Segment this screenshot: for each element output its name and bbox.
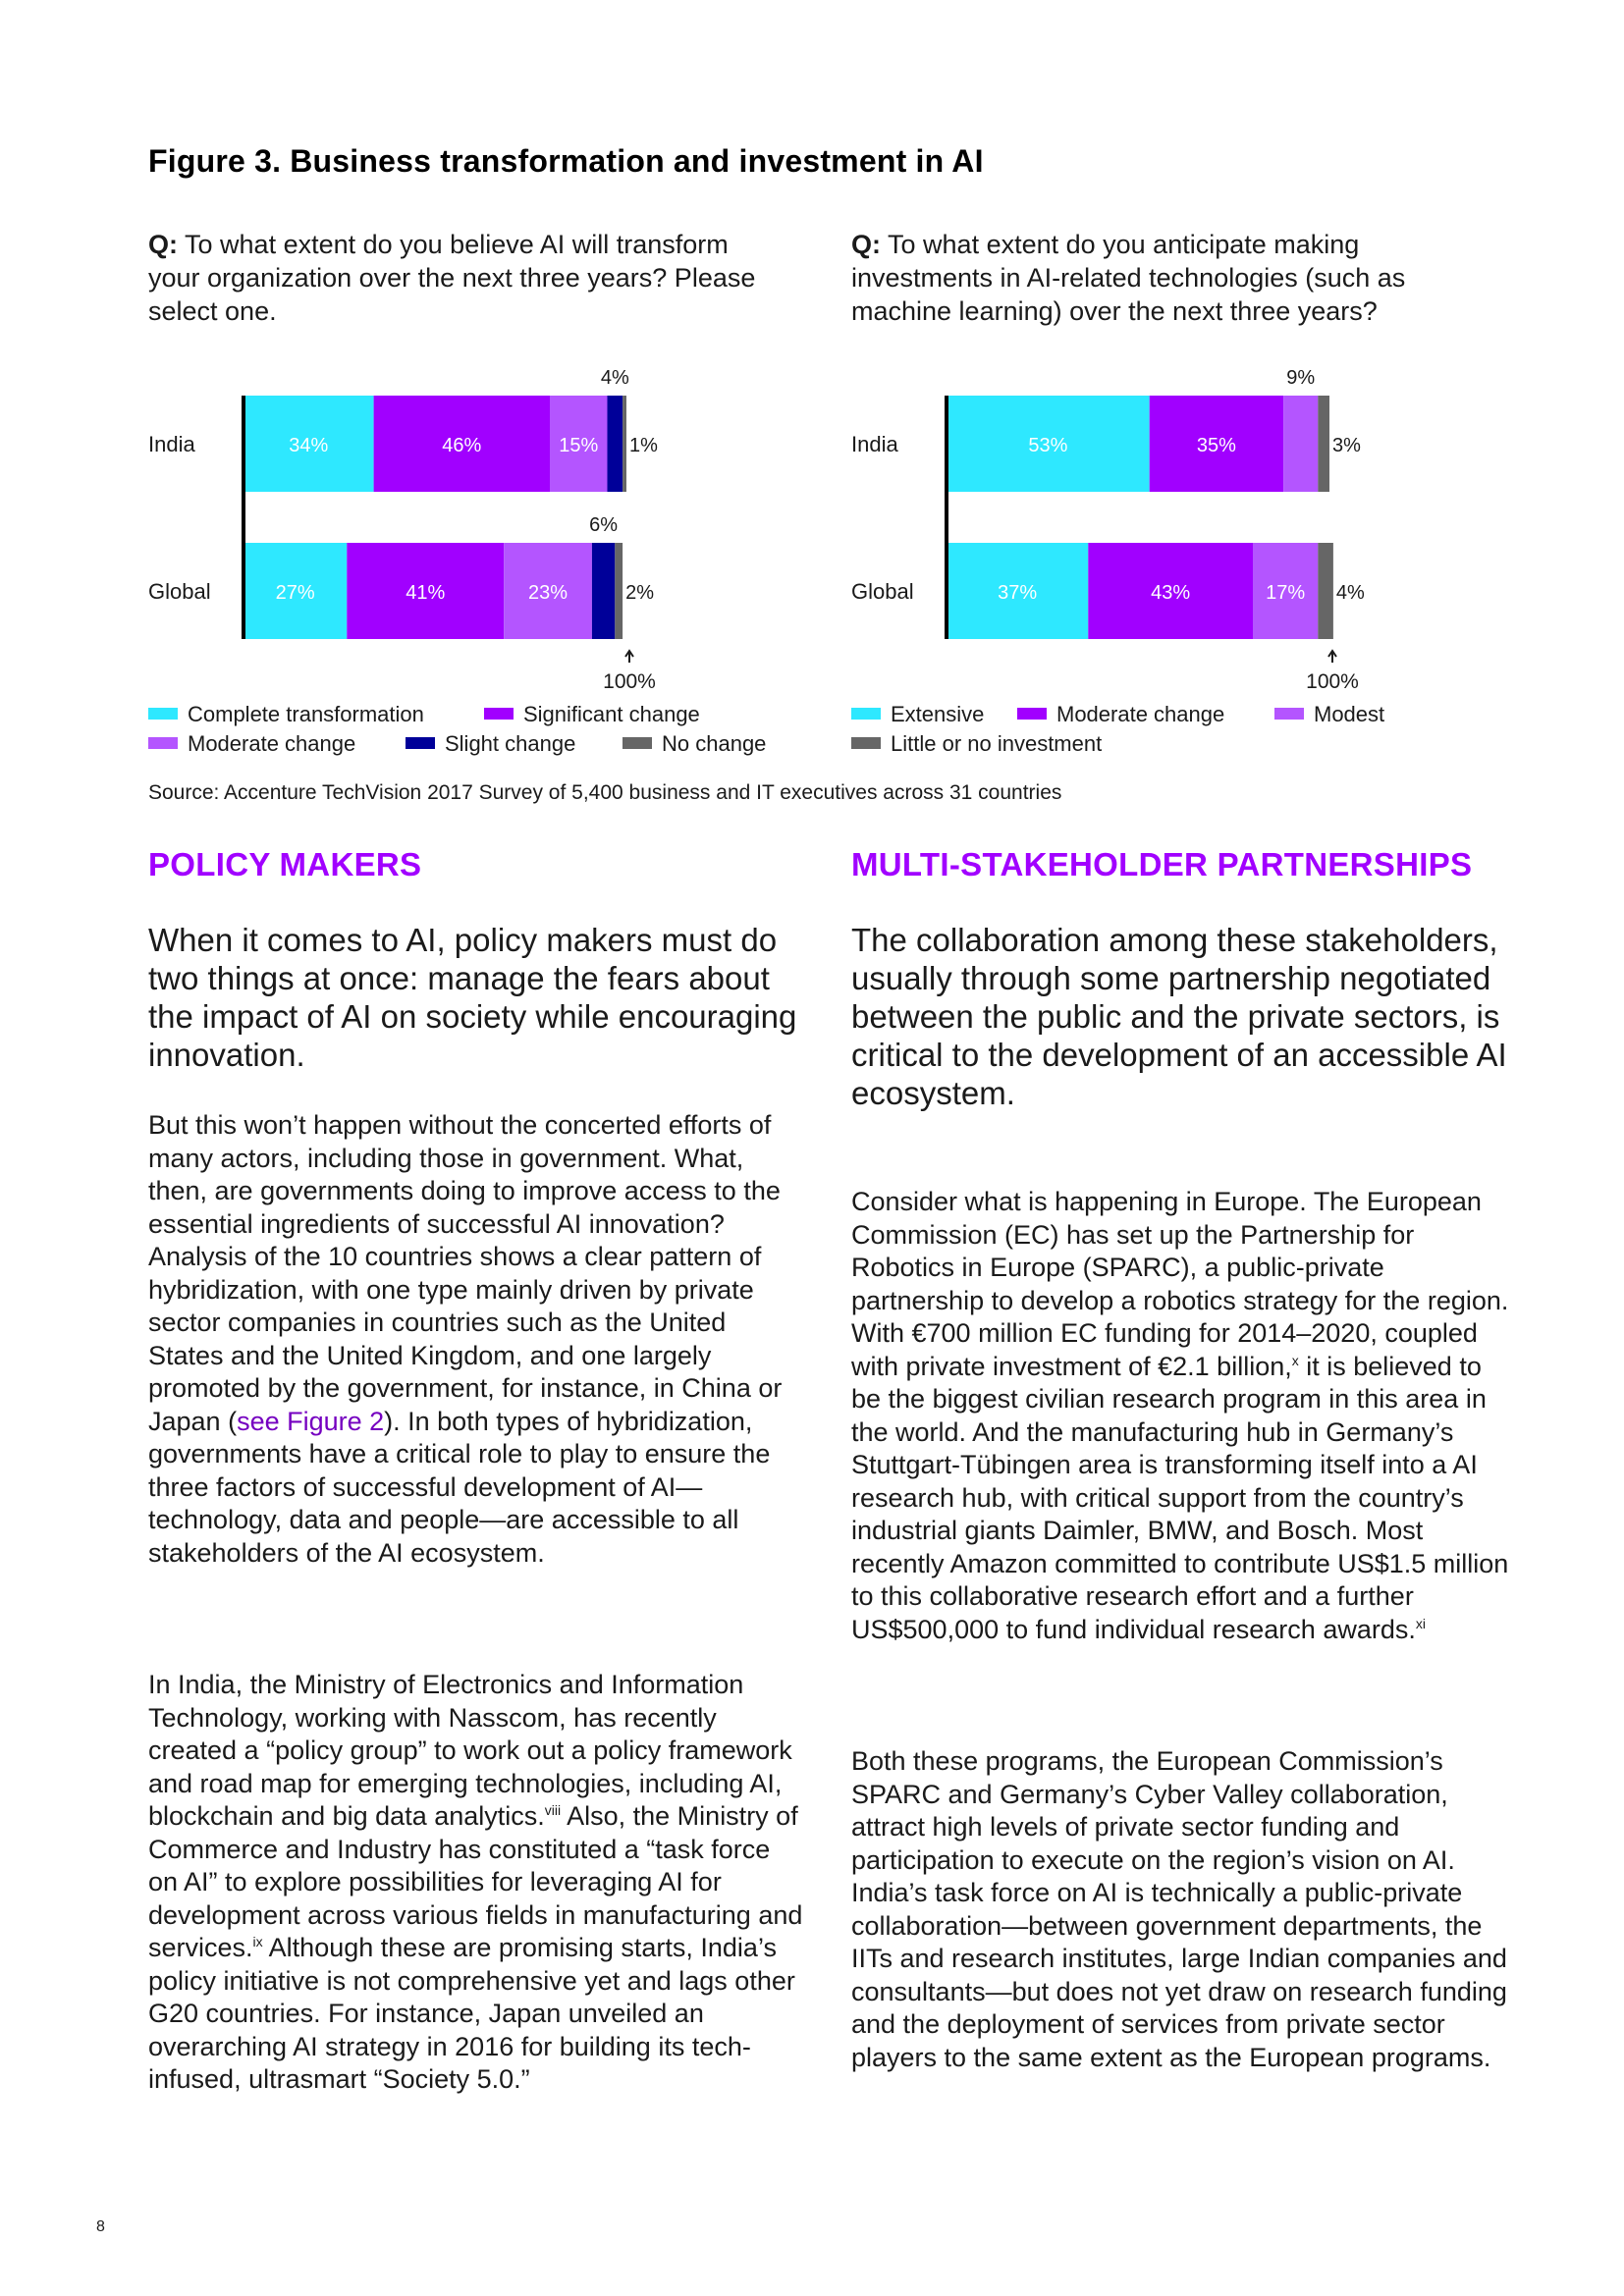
legend-item (623, 729, 766, 759)
partnerships-paragraph-2: Both these programs, the European Commission’s SPARC and Germany’s Cyber Valley collaboration, attract high levels of private sector funding and participation to execute on the region’s vision on AI. India’s task force on AI is technically a public-private collaboration—between government departments, the IITs and research institutes, large Indian companies and consultants—but does not yet draw on research funding and the deployment of services from private sector players to the same extent as the European programs. (851, 1746, 1507, 2072)
partnerships-p1-text-a: Consider what is happening in Europe. The European Commission (EC) has set up the Partnership for Robotics in Europe (SPARC), a public-private partnership to develop a robotics strategy for the region. With €700 million EC funding for 2014–2020, coupled with private investment of €2.1 billion, (851, 1187, 1509, 1381)
bar-segment (592, 543, 615, 639)
legend-swatch (1017, 708, 1047, 720)
data-label: 34% (289, 435, 329, 456)
right-question-text: To what extent do you anticipate making investments in AI-related technologies (such as machine learning) over the next three years? (851, 230, 1406, 326)
legend-item (406, 729, 575, 759)
left-question-text: To what extent do you believe AI will transform your organization over the next three years? Please select one. (148, 230, 756, 326)
data-label: 15% (559, 435, 599, 456)
policy-p1-text-end: ). In both types of hybridization, governments have a critical role to play to ensure the three factors of successful development of AI—technology, data and people—are accessible to all stakeholders of the AI ecosystem. (148, 1406, 771, 1568)
page-number: 8 (96, 2218, 105, 2235)
partnerships-lead: The collaboration among these stakeholders, usually through some partnership negotiated between the public and the private sectors, is critical to the development of an accessible AI ecosystem. (851, 922, 1507, 1111)
data-label: 9% (1286, 367, 1316, 389)
legend-item (148, 729, 355, 759)
investment-chart (851, 346, 1539, 699)
data-label: 17% (1266, 582, 1306, 604)
bar-segment (1318, 543, 1333, 639)
bar-segment (1318, 396, 1329, 492)
endnote-ref: ix (252, 1934, 263, 1949)
bar-segment (608, 396, 623, 492)
legend-swatch (148, 708, 178, 720)
legend-label: Significant change (523, 702, 700, 726)
transformation-legend (148, 700, 836, 759)
left-question (148, 228, 786, 328)
legend-label: Modest (1314, 702, 1385, 726)
data-label: 23% (528, 582, 568, 604)
data-label: 2% (625, 582, 655, 604)
data-label: 46% (442, 435, 482, 456)
data-label: 27% (275, 582, 315, 604)
left-question-prefix: Q: (148, 230, 178, 259)
legend-swatch (851, 708, 881, 720)
transformation-chart (148, 346, 836, 699)
legend-item (484, 700, 700, 729)
policy-p2-text-a: In India, the Ministry of Electronics and Information Technology, working with Nasscom, has recently created a “policy group” to work out a policy framework and road map for emerging technologies, including AI, blockchain and big data analytics. (148, 1670, 792, 1831)
policy-p2-text-c: Although these are promising starts, India’s policy initiative is not comprehensive yet and lags other G20 countries. For instance, Japan unveiled an overarching AI strategy in 2016 for building its tech-infused, ultrasmart “Society 5.0.” (148, 1933, 795, 2094)
legend-swatch (484, 708, 514, 720)
data-label: 43% (1151, 582, 1191, 604)
legend-swatch (406, 737, 435, 749)
legend-item (1017, 700, 1224, 729)
investment-legend (851, 700, 1539, 759)
data-label: 4% (600, 367, 629, 389)
see-figure-2-link[interactable]: see Figure 2 (237, 1406, 385, 1436)
policy-p1-text: But this won’t happen without the concerted efforts of many actors, including those in government. What, then, are governments doing to improve access to the essential ingredients of successful AI innovation? Analysis of the 10 countries shows a clear pattern of hybridization, with one type mainly driven by private sector companies in countries such as the United States and the United Kingdom, and one largely promoted by the government, for instance, in China or Japan ( (148, 1110, 783, 1436)
endnote-ref: viii (544, 1802, 562, 1818)
policy-lead: When it comes to AI, policy makers must do two things at once: manage the fears about the impact of AI on society while encouraging innovation. (148, 922, 797, 1073)
legend-item (148, 700, 424, 729)
legend-label: Slight change (445, 731, 576, 756)
figure-title: Figure 3. Business transformation and investment in AI (148, 143, 984, 179)
legend-swatch (148, 737, 178, 749)
legend-item (851, 729, 1102, 759)
data-label: 6% (589, 514, 619, 536)
category-label: Global (851, 579, 914, 604)
data-label: 37% (998, 582, 1038, 604)
figure-source: Source: Accenture TechVision 2017 Survey of 5,400 business and IT executives across 31 countries (148, 781, 1062, 804)
partnerships-p1-text-b: it is believed to be the biggest civilian research program in this area in the world. And the manufacturing hub in Germany’s Stuttgart-Tübingen area is transforming itself into a AI research hub, with critical support from the country’s industrial giants Daimler, BMW, and Bosch. Most recently Amazon committed to contribute US$1.5 million to this collaborative research effort and a further US$500,000 to fund individual research awards. (851, 1351, 1509, 1644)
legend-label: Complete transformation (188, 702, 424, 726)
category-label: India (148, 432, 195, 456)
bar-segment (615, 543, 623, 639)
data-label: 35% (1196, 435, 1236, 456)
endnote-ref: xi (1415, 1615, 1426, 1631)
partnerships-paragraph-1 (851, 1186, 1509, 1646)
policy-p2-text-b: Also, the Ministry of Commerce and Industry has constituted a “task force on AI” to explore possibilities for leveraging AI for development across various fields in manufacturing and services. (148, 1801, 803, 1962)
endnote-ref: x (1291, 1352, 1299, 1368)
data-label: 41% (406, 582, 446, 604)
partnerships-heading: MULTI-STAKEHOLDER PARTNERSHIPS (851, 846, 1473, 882)
legend-swatch (623, 737, 652, 749)
legend-label: Extensive (891, 702, 985, 726)
category-label: Global (148, 579, 211, 604)
category-label: India (851, 432, 898, 456)
right-question-prefix: Q: (851, 230, 881, 259)
policy-paragraph-2 (148, 1669, 806, 2097)
data-label: 3% (1332, 435, 1361, 456)
policy-paragraph-1 (148, 1109, 806, 1570)
legend-label: Moderate change (188, 731, 356, 756)
bar-segment (1283, 396, 1318, 492)
data-label: 1% (629, 435, 658, 456)
policy-heading: POLICY MAKERS (148, 846, 422, 882)
legend-label: No change (662, 731, 767, 756)
legend-swatch (851, 737, 881, 749)
bar-segment (623, 396, 626, 492)
legend-label: Moderate change (1056, 702, 1225, 726)
data-label: 4% (1335, 582, 1365, 604)
hundred-percent-label: 100% (1306, 670, 1359, 693)
legend-item (1274, 700, 1384, 729)
legend-item (851, 700, 984, 729)
legend-swatch (1274, 708, 1304, 720)
legend-label: Little or no investment (891, 731, 1103, 756)
data-label: 53% (1028, 435, 1068, 456)
right-question (851, 228, 1489, 328)
hundred-percent-label: 100% (603, 670, 656, 693)
